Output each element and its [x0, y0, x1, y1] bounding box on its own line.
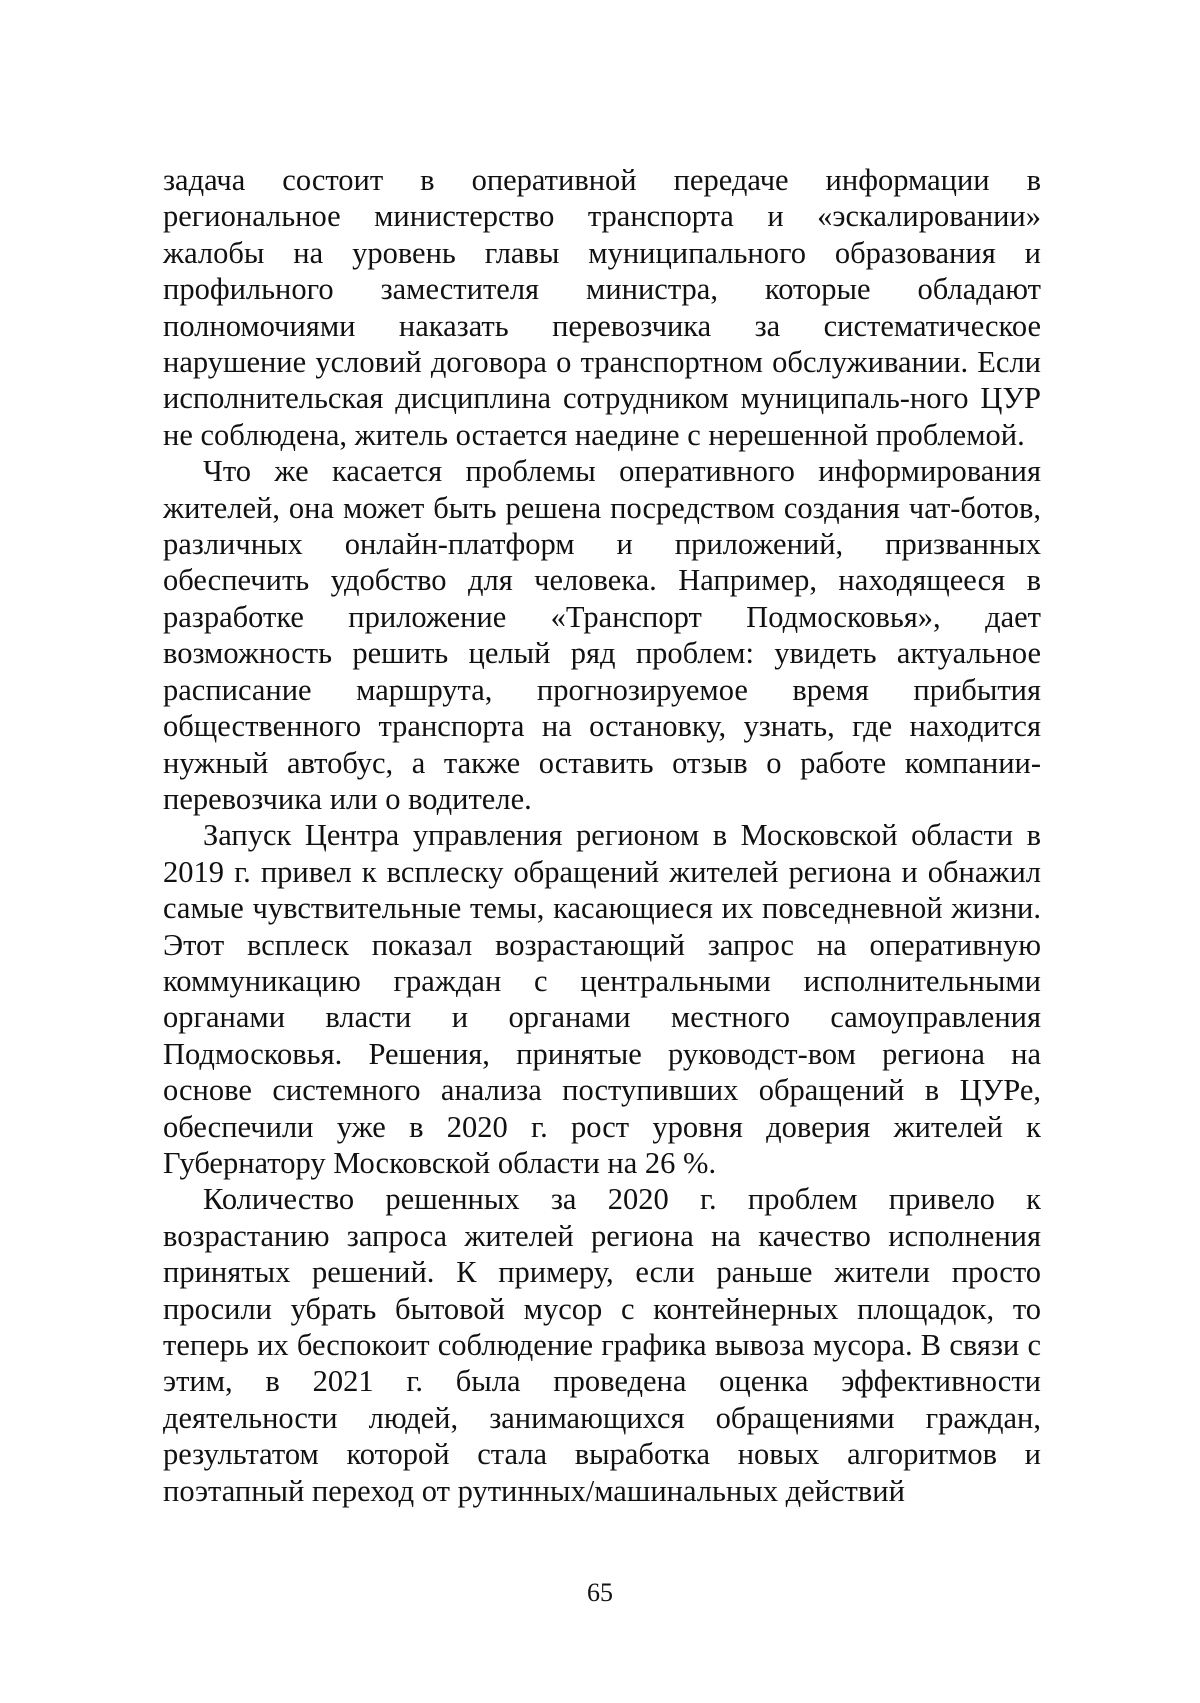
- paragraph-3: Запуск Центра управления регионом в Московской области в 2019 г. привел к всплеску обращений жителей региона и обнажил самые чувствительные темы, касающиеся их повседневной жизни. Этот всплеск показал возрастающий запрос на оперативную коммуникацию граждан с центральными исполнительными органами власти и органами местного самоуправления Подмосковья. Решения, принятые руководст-вом региона на основе системного анализа поступивших обращений в ЦУРе, обеспечили уже в 2020 г. рост уровня доверия жителей к Губернатору Московской области на 26 %.: [163, 817, 1041, 1181]
- paragraph-1: задача состоит в оперативной передаче информации в региональное министерство транспорта и «эскалировании» жалобы на уровень главы муниципального образования и профильного заместителя министра, которые обладают полномочиями наказать перевозчика за систематическое нарушение условий договора о транспортном обслуживании. Если исполнительская дисциплина сотрудником муниципаль-ного ЦУР не соблюдена, житель остается наедине с нерешенной проблемой.: [163, 162, 1041, 453]
- paragraph-4: Количество решенных за 2020 г. проблем привело к возрастанию запроса жителей региона на качество исполнения принятых решений. К примеру, если раньше жители просто просили убрать бытовой мусор с контейнерных площадок, то теперь их беспокоит соблюдение графика вывоза мусора. В связи с этим, в 2021 г. была проведена оценка эффективности деятельности людей, занимающихся обращениями граждан, результатом которой стала выработка новых алгоритмов и поэтапный переход от рутинных/машинальных действий: [163, 1181, 1041, 1509]
- paragraph-2: Что же касается проблемы оперативного информирования жителей, она может быть решена посредством создания чат-ботов, различных онлайн-платформ и приложений, призванных обеспечить удобство для человека. Например, находящееся в разработке приложение «Транспорт Подмосковья», дает возможность решить целый ряд проблем: увидеть актуальное расписание маршрута, прогнозируемое время прибытия общественного транспорта на остановку, узнать, где находится нужный автобус, а также оставить отзыв о работе компании-перевозчика или о водителе.: [163, 453, 1041, 817]
- page-number: 65: [0, 1578, 1200, 1608]
- document-page: [0, 0, 1200, 1703]
- body-text: [163, 162, 1041, 1509]
